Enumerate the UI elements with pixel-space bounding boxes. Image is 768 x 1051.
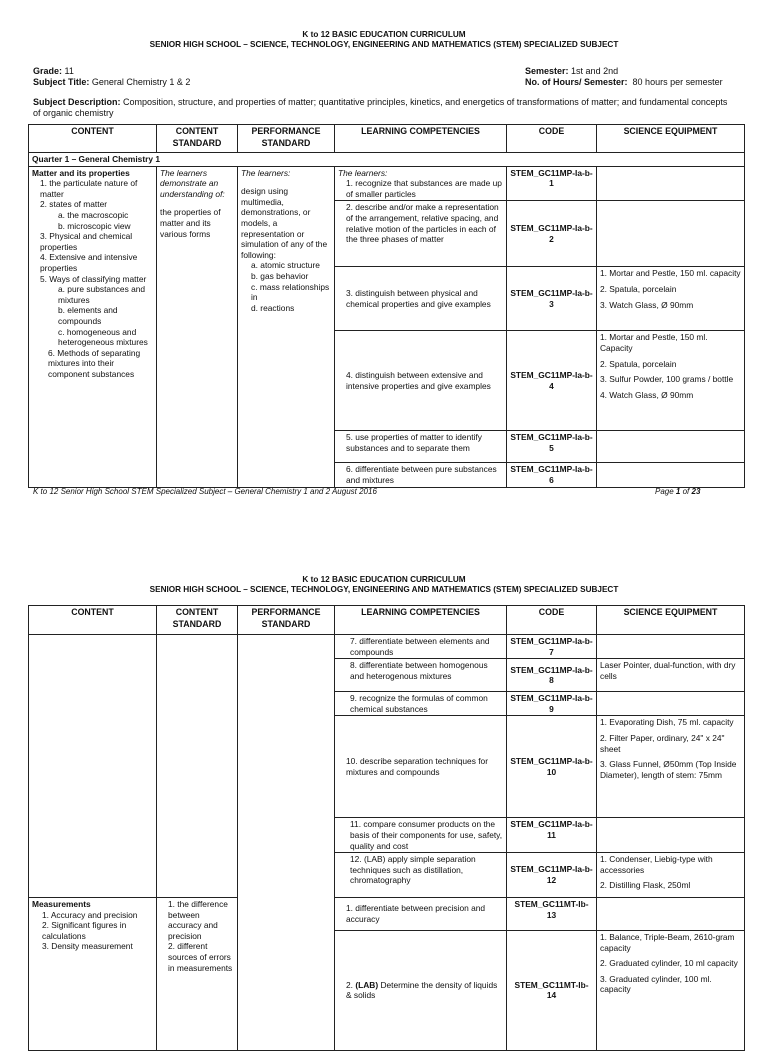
lc-cell <box>335 635 507 659</box>
code-cell: STEM_GC11MP-Ia-b-3 <box>507 267 597 331</box>
lc-text: 2. describe and/or make a representation of the arrangement, relative spacing, and relative motion of the particles in each of the three phases of matter <box>346 202 499 245</box>
lc-cell <box>335 431 507 463</box>
lc-text: 10. describe separation techniques for mixtures and compounds <box>346 756 488 777</box>
page-total: 23 <box>691 487 701 496</box>
ps-item: d. reactions <box>251 302 295 313</box>
content-item: 2. states of matter <box>40 199 108 210</box>
content-item: c. homogeneous and heterogeneous mixtures <box>58 326 148 348</box>
lc-cell <box>335 463 507 487</box>
lc-text: 6. differentiate between pure substances and mixtures <box>346 464 497 485</box>
subject-info <box>33 77 190 88</box>
lc-text <box>338 980 503 1001</box>
subject-description <box>33 97 733 119</box>
equipment-item: 2. Spatula, porcelain <box>600 358 677 369</box>
subject-label: Subject Title: <box>33 77 90 87</box>
lc-text: 9. recognize the formulas of common chemical substances <box>350 693 488 714</box>
code-cell: STEM_GC11MP-Ia-b-1 <box>507 166 597 201</box>
code-cell: STEM_GC11MP-Ia-b-9 <box>507 692 597 716</box>
code-cell: STEM_GC11MP-Ia-b-6 <box>507 463 597 487</box>
quarter-row <box>29 153 745 167</box>
ps-body: design using multimedia, demonstrations, or models, a representation or simulation of any of the following: <box>241 186 328 260</box>
col-code: CODE <box>507 125 597 153</box>
table-header-row <box>29 125 745 153</box>
content-item: 1. Accuracy and precision <box>42 909 138 920</box>
table-row <box>29 635 745 659</box>
cs-body: the properties of matter and its various forms <box>160 207 221 239</box>
col-content: CONTENT <box>29 125 157 153</box>
equipment-item: 4. Watch Glass, Ø 90mm <box>600 389 694 400</box>
content-item: a. the macroscopic <box>58 209 129 220</box>
lc-cell <box>335 853 507 898</box>
equipment-cell <box>597 166 745 201</box>
content-item: 5. Ways of classifying matter <box>40 273 147 284</box>
grade-value: 11 <box>64 66 74 76</box>
header-line-2: SENIOR HIGH SCHOOL – SCIENCE, TECHNOLOGY, ENGINEERING AND MATHEMATICS (STEM) SPECIALIZED SUBJECT <box>149 40 619 49</box>
cs-item: 1. the difference between accuracy and precision <box>168 898 228 941</box>
grade-label: Grade: <box>33 66 63 76</box>
hours-label: No. of Hours/ Semester: <box>525 77 628 87</box>
lc-text: 3. distinguish between physical and chemical properties and give examples <box>346 288 491 309</box>
lc-text: 1. recognize that substances are made up of smaller particles <box>346 178 502 199</box>
equipment-cell <box>597 463 745 487</box>
lc-text: 7. differentiate between elements and compounds <box>350 636 490 657</box>
lc-text: 12. (LAB) apply simple separation techniques such as distillation, chromatography <box>350 854 476 886</box>
equipment-item: 2. Distilling Flask, 250ml <box>600 880 691 891</box>
doc-header <box>0 575 768 595</box>
col-code: CODE <box>507 606 597 635</box>
code-cell: STEM_GC11MP-Ia-b-7 <box>507 635 597 659</box>
lc-cell <box>335 897 507 930</box>
lc-cell <box>335 818 507 853</box>
equipment-cell <box>597 431 745 463</box>
equipment-cell <box>597 267 745 331</box>
lc-cell <box>335 201 507 267</box>
lc-number: 2. <box>346 979 353 990</box>
equipment-cell <box>597 692 745 716</box>
equipment-item: 3. Glass Funnel, Ø50mm (Top Inside Diameter), length of stem: 75mm <box>600 759 737 780</box>
content-item: a. pure substances and mixtures <box>58 284 146 305</box>
equipment-item: 3. Graduated cylinder, 100 ml. capacity <box>600 973 712 995</box>
ps-intro: The learners: <box>241 167 291 178</box>
ps-item: c. mass relationships in <box>251 281 330 303</box>
equipment-item: 3. Watch Glass, Ø 90mm <box>600 299 694 310</box>
lc-text: 11. compare consumer products on the basis of their components for use, safety, quality and cost <box>350 819 503 851</box>
content-item: b. microscopic view <box>58 220 131 231</box>
equipment-cell <box>597 818 745 853</box>
lc-cell <box>335 166 507 201</box>
ps-item: a. atomic structure <box>251 260 320 271</box>
content-item: 2. Significant figures in calculations <box>42 920 127 941</box>
equipment-item: 1. Mortar and Pestle, 150 ml. capacity <box>600 268 741 279</box>
col-content-standard: CONTENT STANDARD <box>157 606 238 635</box>
header-line-2: SENIOR HIGH SCHOOL – SCIENCE, TECHNOLOGY, ENGINEERING AND MATHEMATICS (STEM) SPECIALIZED SUBJECT <box>149 585 619 594</box>
content-item: 3. Physical and chemical properties <box>40 231 133 252</box>
semester-label: Semester: <box>525 66 569 76</box>
col-science-equipment: SCIENCE EQUIPMENT <box>597 125 745 153</box>
col-content: CONTENT <box>29 606 157 635</box>
curriculum-table-1 <box>28 124 745 488</box>
code-cell: STEM_GC11MP-Ia-b-4 <box>507 331 597 431</box>
code-cell: STEM_GC11MP-Ia-b-10 <box>507 716 597 818</box>
content-item: 1. the particulate nature of matter <box>40 178 138 199</box>
lc-intro: The learners: <box>338 167 388 178</box>
equipment-cell <box>597 635 745 659</box>
code-cell: STEM_GC11MT-Ib-13 <box>507 897 597 930</box>
lc-cell <box>335 930 507 1050</box>
col-science-equipment: SCIENCE EQUIPMENT <box>597 606 745 635</box>
table-header-row <box>29 606 745 635</box>
semester-info <box>525 66 618 77</box>
lc-text: 4. distinguish between extensive and intensive properties and give examples <box>346 370 491 391</box>
equipment-item: 1. Balance, Triple-Beam, 2610-gram capacity <box>600 931 735 953</box>
table-row <box>29 166 745 201</box>
doc-header <box>0 30 768 50</box>
equipment-cell <box>597 897 745 930</box>
col-performance-standard: PERFORMANCE STANDARD <box>238 125 335 153</box>
col-learning-competencies: LEARNING COMPETENCIES <box>335 606 507 635</box>
equipment-item: 1. Mortar and Pestle, 150 ml. Capacity <box>600 332 708 353</box>
header-line-1: K to 12 BASIC EDUCATION CURRICULUM <box>302 575 466 584</box>
equipment-cell <box>597 716 745 818</box>
semester-value: 1st and 2nd <box>571 66 619 76</box>
code-cell: STEM_GC11MP-Ia-b-11 <box>507 818 597 853</box>
quarter-title: Quarter 1 – General Chemistry 1 <box>29 153 745 167</box>
desc-value: Composition, structure, and properties of matter; quantitative principles, kinetics, and energetics of transformations of matter; and fundamental concepts of organic chemistry <box>33 97 728 118</box>
code-cell: STEM_GC11MT-Ib-14 <box>507 930 597 1050</box>
content-standard-cell <box>157 635 238 898</box>
footer-left: K to 12 Senior High School STEM Specialized Subject – General Chemistry 1 and 2 August 2016 <box>33 487 377 496</box>
cs-item: 2. different sources of errors in measurements <box>168 941 233 973</box>
content-title: Matter and its properties <box>32 167 130 178</box>
footer-page <box>655 487 700 496</box>
performance-standard-cell <box>238 166 335 487</box>
table-row <box>29 897 745 930</box>
content-cell <box>29 635 157 898</box>
equipment-item: 2. Filter Paper, ordinary, 24" x 24" sheet <box>600 732 725 754</box>
content-standard-cell <box>157 897 238 1050</box>
equipment-item: 2. Graduated cylinder, 10 ml capacity <box>600 958 738 969</box>
col-content-standard: CONTENT STANDARD <box>157 125 238 153</box>
ps-item: b. gas behavior <box>251 270 309 281</box>
subject-value: General Chemistry 1 & 2 <box>91 77 191 87</box>
page-number: 1 <box>675 487 681 496</box>
content-item: 3. Density measurement <box>42 941 133 952</box>
performance-standard-cell <box>238 635 335 1051</box>
code-cell: STEM_GC11MP-Ia-b-2 <box>507 201 597 267</box>
lc-cell <box>335 659 507 692</box>
content-item: b. elements and compounds <box>58 305 118 326</box>
code-cell: STEM_GC11MP-Ia-b-12 <box>507 853 597 898</box>
code-cell: STEM_GC11MP-Ia-b-5 <box>507 431 597 463</box>
measurements-title: Measurements <box>32 898 91 909</box>
grade-info <box>33 66 74 77</box>
header-line-1: K to 12 BASIC EDUCATION CURRICULUM <box>302 30 466 39</box>
equipment-cell <box>597 853 745 898</box>
lc-body: Determine the density of liquids & solids <box>346 979 498 1001</box>
content-list <box>32 178 153 379</box>
code-cell: STEM_GC11MP-Ia-b-8 <box>507 659 597 692</box>
content-item: 4. Extensive and intensive properties <box>40 252 138 273</box>
desc-label: Subject Description: <box>33 97 121 107</box>
lc-cell <box>335 692 507 716</box>
lc-cell <box>335 267 507 331</box>
equipment-cell <box>597 201 745 267</box>
equipment-item: 2. Spatula, porcelain <box>600 283 677 294</box>
lab-tag: (LAB) <box>355 979 379 990</box>
content-standard-cell <box>157 166 238 487</box>
hours-info <box>525 77 723 88</box>
lc-text: 8. differentiate between homogenous and heterogenous mixtures <box>350 660 488 681</box>
lc-cell <box>335 331 507 431</box>
equipment-cell <box>597 930 745 1050</box>
equipment-item: 1. Evaporating Dish, 75 ml. capacity <box>600 717 734 728</box>
lc-text: 5. use properties of matter to identify substances and to separate them <box>346 432 482 453</box>
lc-cell <box>335 716 507 818</box>
equipment-item: Laser Pointer, dual-function, with dry cells <box>600 660 736 681</box>
col-performance-standard: PERFORMANCE STANDARD <box>238 606 335 635</box>
content-cell <box>29 897 157 1050</box>
equipment-item: 3. Sulfur Powder, 100 grams / bottle <box>600 374 734 385</box>
equipment-cell <box>597 659 745 692</box>
col-learning-competencies: LEARNING COMPETENCIES <box>335 125 507 153</box>
page-of: of <box>682 487 690 496</box>
cs-intro: The learners demonstrate an understanding of: <box>160 167 225 199</box>
hours-value: 80 hours per semester <box>632 77 723 87</box>
content-item: 6. Methods of separating mixtures into their component substances <box>48 347 141 379</box>
page-prefix: Page <box>655 487 674 496</box>
equipment-item: 1. Condenser, Liebig-type with accessories <box>600 854 713 875</box>
curriculum-table-2 <box>28 605 745 1051</box>
lc-text: 1. differentiate between precision and accuracy <box>346 903 486 924</box>
equipment-cell <box>597 331 745 431</box>
page-2 <box>0 570 768 1024</box>
content-cell <box>29 166 157 487</box>
